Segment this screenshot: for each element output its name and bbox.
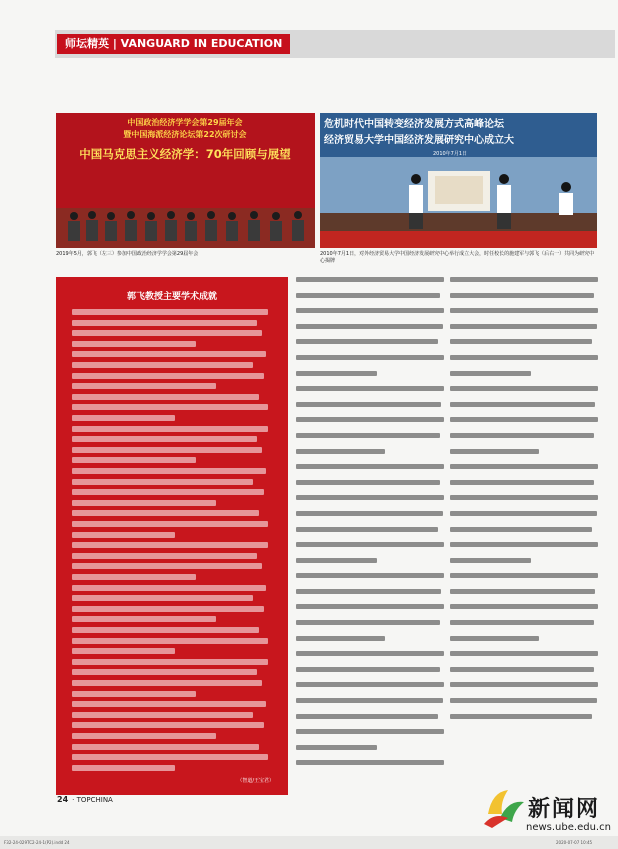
achievement-line [72,585,266,591]
article-text-line [450,527,592,532]
article-text-line [296,667,440,672]
achievement-line [72,563,262,569]
article-text-line [450,589,595,594]
article-text-line [296,745,377,750]
achievement-line [72,595,253,601]
achievement-line [72,320,257,326]
achievement-line [72,479,253,485]
achievement-line [72,616,216,622]
achievement-line [72,691,196,697]
article-text-line [450,542,598,547]
photo2-banner-line1: 危机时代中国转变经济发展方式高峰论坛 [324,119,504,130]
print-footer [0,836,618,849]
article-text-line [450,558,531,563]
article-text-line [296,371,377,376]
achievement-line [72,436,257,442]
news-watermark [478,778,618,838]
article-text-line [296,511,443,516]
article-text-line [296,620,440,625]
achievement-line [72,500,216,506]
watermark-brand: 新闻网 [528,796,601,822]
article-text-line [296,293,440,298]
print-footer-right: 2020-07-07 10:45 [556,840,593,845]
achievement-line [72,489,264,495]
achievements-box [56,277,288,795]
article-text-line [450,324,597,329]
photo2-banner-date: 2010年7月1日 [432,151,468,157]
achievement-line [72,606,264,612]
article-text-line [450,386,598,391]
article-text-line [450,402,595,407]
achievements-signature: （智道/王宝君） [237,778,274,784]
article-text-line [450,604,598,609]
article-text-line [450,339,592,344]
article-text-line [296,636,385,641]
achievement-line [72,330,262,336]
article-text-line [296,417,444,422]
article-text-line [450,636,539,641]
achievement-line [72,648,175,654]
article-text-line [450,480,594,485]
achievement-line [72,404,268,410]
article-text-line [296,729,444,734]
achievement-line [72,394,259,400]
photo2-banner-line2: 经济贸易大学中国经济发展研究中心成立大 [324,135,514,146]
ceremony-photo-right [320,113,597,248]
article-text-line [296,527,438,532]
achievement-line [72,309,268,315]
article-column-left [296,277,444,776]
achievement-line [72,373,264,379]
achievement-line [72,712,253,718]
achievement-line [72,722,264,728]
article-text-line [296,651,444,656]
achievement-line [72,447,262,453]
achievement-line [72,415,175,421]
achievement-line [72,733,216,739]
article-text-line [450,651,598,656]
article-text-line [296,573,444,578]
article-text-line [296,558,377,563]
article-text-line [450,511,597,516]
article-text-line [296,589,441,594]
article-text-line [296,480,440,485]
achievement-line [72,701,266,707]
achievement-line [72,362,253,368]
article-column-right [450,277,598,729]
article-text-line [450,667,594,672]
article-text-line [296,433,440,438]
article-text-line [296,714,438,719]
achievement-line [72,744,259,750]
achievement-line [72,680,262,686]
section-tag: 师坛精英 | VANGUARD IN EDUCATION [57,34,290,54]
achievement-line [72,659,268,665]
article-text-line [450,355,598,360]
article-text-line [450,620,594,625]
photo1-banner-line2: 暨中国海派经济论坛第22次研讨会 [123,130,247,139]
achievement-line [72,638,268,644]
achievement-line [72,669,257,675]
article-text-line [450,433,594,438]
article-text-line [450,277,598,282]
achievement-line [72,542,268,548]
article-text-line [450,464,598,469]
page-folio [57,795,113,804]
article-text-line [450,449,539,454]
article-text-line [450,682,598,687]
achievement-line [72,510,259,516]
achievement-line [72,383,216,389]
article-text-line [296,495,444,500]
photo2-caption: 2010年7月1日，对外经济贸易大学中国经济发展研究中心举行成立大会，时任校长的施建军与郭飞（后右一）共同为研究中心揭牌 [320,251,595,264]
article-text-line [296,308,444,313]
achievement-line [72,457,196,463]
ceremony-photo-right-art [320,113,597,248]
conference-photo-left [56,113,315,248]
achievement-line [72,521,268,527]
achievement-line [72,426,268,432]
article-text-line [296,277,444,282]
article-text-line [296,355,444,360]
article-text-line [450,698,597,703]
achievement-line [72,351,266,357]
article-text-line [450,293,594,298]
achievement-line [72,754,268,760]
article-text-line [450,573,598,578]
achievements-title: 郭飞教授主要学术成就 [126,292,217,302]
article-text-line [450,495,598,500]
article-text-line [296,386,444,391]
watermark-logo-icon [478,784,528,828]
achievement-line [72,341,196,347]
photo1-banner-title: 中国马克思主义经济学：70年回顾与展望 [79,147,291,161]
achievement-line [72,627,259,633]
achievement-line [72,468,266,474]
achievement-line [72,553,257,559]
achievement-line [72,532,175,538]
article-text-line [296,604,444,609]
article-text-line [296,542,444,547]
achievement-line [72,574,196,580]
article-text-line [296,698,443,703]
article-text-line [450,308,598,313]
article-text-line [296,324,443,329]
article-text-line [296,339,438,344]
publication-name: · TOPCHINA [72,796,113,804]
article-text-line [296,449,385,454]
article-text-line [296,760,444,765]
article-text-line [296,402,441,407]
article-text-line [296,682,444,687]
photo1-banner-line1: 中国政治经济学学会第29届年会 [127,118,243,127]
watermark-url: news.ube.edu.cn [526,822,611,833]
photo1-caption: 2019年5月，郭飞（左三）参加中国政治经济学学会第29届年会 [56,251,199,257]
article-text-line [296,464,444,469]
article-text-line [450,714,592,719]
article-text-line [450,417,598,422]
print-footer-left: F32-24-029TC2-24-1(P2).indd 24 [4,840,70,845]
achievement-line [72,765,175,771]
conference-photo-left-art [56,113,315,248]
page-number: 24 [57,795,69,804]
article-text-line [450,371,531,376]
